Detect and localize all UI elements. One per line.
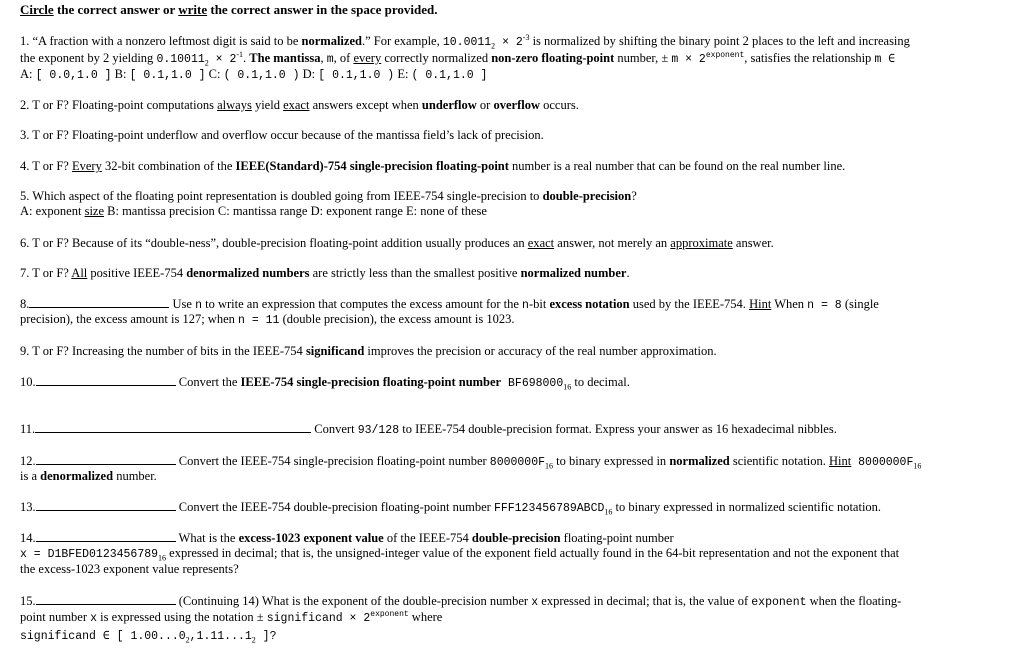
question-8: 8. Use n to write an expression that computes the excess amount for the n-bit excess notation used by the IEEE-754. Hint When n = 8 (single [20, 297, 879, 312]
answer-blank-13[interactable] [36, 499, 176, 511]
question-1-line-2: the exponent by 2 yielding $0.10011_2 \times 2^{-1}$. The mantissa, m, of every correctly normalized non-zero floating-point number, ± $m \times 2^{exponent}$, satisfies the relationship m ∈ [20, 49, 896, 68]
option-d[interactable]: D: [ 0.1,1.0 ) [299, 67, 395, 82]
question-5: 5. Which aspect of the floating point representation is doubled going from IEEE-754 single-precision to double-precision? [20, 189, 637, 203]
question-8-line-2: precision), the excess amount is 127; when n = 11 (double precision), the excess amount is 1023. [20, 312, 515, 327]
question-5-options: A: exponent size B: mantissa precision C: mantissa range D: exponent range E: none of these [20, 204, 487, 218]
answer-blank-14[interactable] [36, 530, 176, 542]
answer-blank-11[interactable] [35, 421, 311, 433]
question-2: 2. T or F? Floating-point computations always yield exact answers except when underflow or overflow occurs. [20, 98, 579, 112]
option-c[interactable]: C: ( 0.1,1.0 ) [205, 67, 300, 82]
question-13: 13. Convert the IEEE-754 double-precision floating-point number $FFF123456789ABCD_{16}$ to binary expressed in normalized scientific notation. [20, 500, 882, 517]
question-12: 12. Convert the IEEE-754 single-precision floating-point number $8000000F_{16}$ to binary expressed in normalized scientific notation. Hint $8000000F_{16}$ [20, 454, 922, 471]
question-3: 3. T or F? Floating-point underflow and overflow occur because of the mantissa field’s lack of precision. [20, 128, 544, 142]
option-a[interactable]: A: [ 0.0,1.0 ] [20, 67, 112, 82]
answer-blank-12[interactable] [36, 453, 176, 465]
question-15-line-3: significand ∈ [ $1.00...0_2,1.11...1_2$ ]? [20, 630, 277, 645]
question-1-options [20, 67, 487, 83]
question-12-line-2: is a denormalized number. [20, 469, 157, 483]
question-7: 7. T or F? All positive IEEE-754 denormalized numbers are strictly less than the smallest positive normalized number. [20, 266, 630, 280]
answer-blank-10[interactable] [36, 374, 176, 386]
question-10: 10. Convert the IEEE-754 single-precision floating-point number $BF698000_{16}$ to decimal. [20, 375, 630, 392]
answer-blank-8[interactable] [29, 296, 169, 308]
option-b[interactable]: B: [ 0.1,1.0 ] [111, 67, 206, 82]
question-4: 4. T or F? Every 32-bit combination of the IEEE(Standard)-754 single-precision floating-point number is a real number that can be found on the real number line. [20, 159, 846, 173]
question-14: 14. What is the excess-1023 exponent value of the IEEE-754 double-precision floating-point number [20, 531, 674, 545]
question-1-line-1: 1. “A fraction with a nonzero leftmost digit is said to be normalized.” For example, $10.0011_2 \times 2^{-3}$ is normalized by shifting the binary point 2 places to the left and increasing [20, 32, 910, 51]
instructions-header: Circle the correct answer or write the correct answer in the space provided. [20, 2, 438, 17]
answer-blank-15[interactable] [36, 593, 176, 605]
question-9: 9. T or F? Increasing the number of bits in the IEEE-754 significand improves the precision or accuracy of the real number approximation. [20, 344, 717, 358]
question-14-line-3: the excess-1023 exponent value represents? [20, 562, 239, 576]
question-11: 11. Convert 93/128 to IEEE-754 double-precision format. Express your answer as 16 hexadecimal nibbles. [20, 422, 837, 437]
write-word: write [178, 2, 208, 17]
question-15-line-2: point number x is expressed using the notation ± significand × $2^{exponent}$ where [20, 609, 443, 625]
question-6: 6. T or F? Because of its “double-ness”, double-precision floating-point addition usually produces an exact answer, not merely an approximate answer. [20, 236, 774, 250]
circle-word: Circle [20, 2, 54, 17]
question-14-line-2: $x = D1BFED0123456789_{16}$ expressed in decimal; that is, the unsigned-integer value of the exponent field actually found in the 64-bit representation and not the exponent that [20, 546, 900, 563]
question-15: 15. (Continuing 14) What is the exponent of the double-precision number x expressed in decimal; that is, the value of exponent when the floating- [20, 594, 902, 609]
option-e[interactable]: E: ( 0.1,1.0 ] [394, 67, 488, 82]
